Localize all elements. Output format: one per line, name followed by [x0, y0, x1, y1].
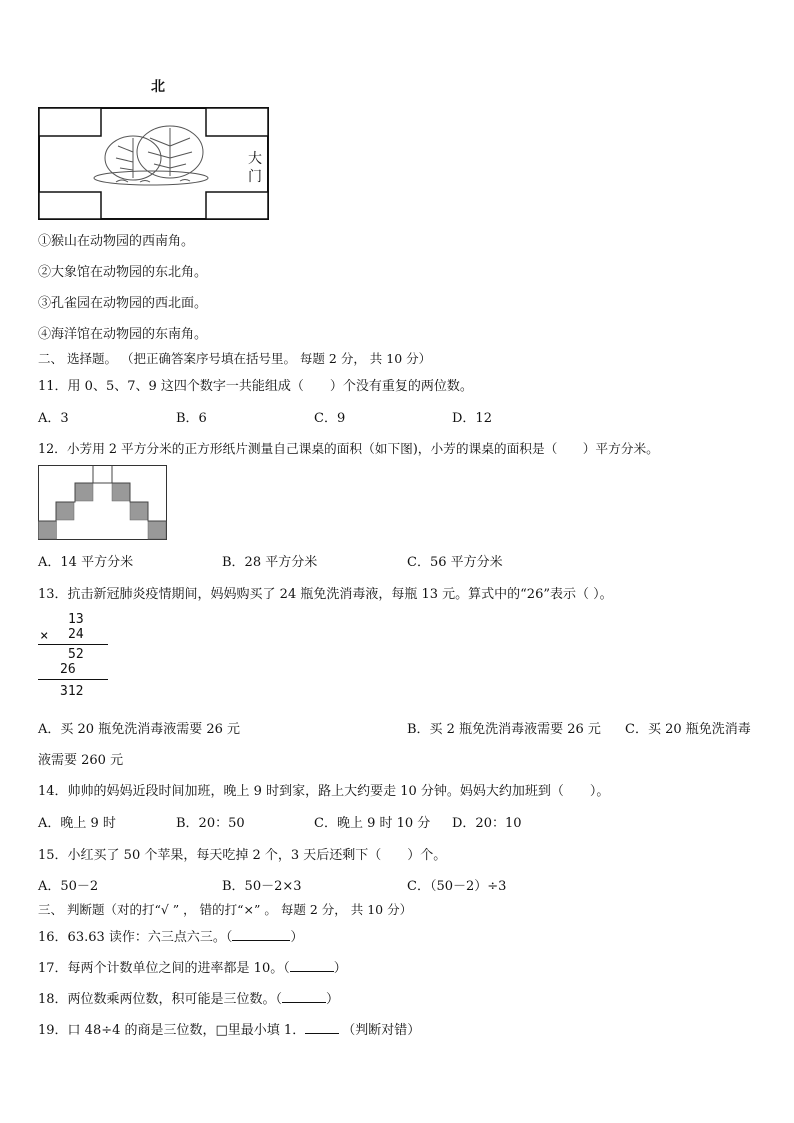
question-19-stem: 19．口 48÷4 的商是三位数，□里最小填 1． — [38, 1023, 306, 1038]
statement-1: ①猴山在动物园的西南角。 — [38, 234, 195, 249]
question-19-end: （判断对错） — [342, 1023, 421, 1038]
question-16-end: ） — [290, 930, 304, 945]
question-17-end: ） — [333, 961, 347, 976]
section-3-heading: 三、 判断题（对的打“√ ” ， 错的打“×” 。 每题 2 分， 共 10 分） — [38, 902, 413, 917]
q14-option-d[interactable]: D．20：10 — [452, 816, 522, 831]
q13-option-b[interactable]: B．买 2 瓶免洗消毒液需要 26 元 — [407, 722, 601, 737]
section-2-heading: 二、 选择题。 （把正确答案序号填在括号里。 每题 2 分， 共 10 分） — [38, 351, 432, 366]
question-18-stem: 18．两位数乘两位数，积可能是三位数。（ — [38, 992, 283, 1007]
calc-line-2 — [38, 679, 108, 680]
q12-option-a[interactable]: A．14 平方分米 — [38, 555, 134, 570]
question-12-stem: 12．小芳用 2 平方分米的正方形纸片测量自己课桌的面积（如下图)，小芳的课桌的面积是（ ）平方分米。 — [38, 441, 659, 456]
calc-row-4: 26 — [60, 662, 76, 677]
q14-option-a[interactable]: A．晚上 9 时 — [38, 816, 116, 831]
q13-option-c-continued: 液需要 260 元 — [38, 753, 124, 768]
q15-option-a[interactable]: A．50－2 — [38, 879, 99, 894]
q15-option-c[interactable]: C．（50－2）÷3 — [407, 879, 507, 894]
multiply-sign: × — [40, 628, 49, 644]
gate-label-bottom: 门 — [248, 169, 262, 185]
calc-line-1 — [38, 644, 108, 645]
calc-row-3: 52 — [68, 647, 84, 662]
statement-2: ②大象馆在动物园的东北角。 — [38, 265, 208, 280]
question-14-stem: 14．帅帅的妈妈近段时间加班，晚上 9 时到家，路上大约要走 10 分钟。妈妈大约加班到（ ）。 — [38, 784, 610, 799]
corner-area-northeast — [206, 108, 268, 136]
question-16-stem: 16．63.63 读作：六三点六三。（ — [38, 930, 233, 945]
q16-answer-blank[interactable] — [232, 928, 290, 941]
q11-option-b[interactable]: B．6 — [176, 411, 207, 426]
garden-trees-illustration — [94, 126, 208, 185]
q15-option-b[interactable]: B．50－2×3 — [222, 879, 302, 894]
calc-row-5: 312 — [60, 684, 84, 699]
vertical-multiplication — [38, 612, 110, 702]
corner-area-southwest — [39, 192, 101, 219]
q11-option-c[interactable]: C．9 — [314, 411, 346, 426]
q13-option-a[interactable]: A．买 20 瓶免洗消毒液需要 26 元 — [38, 722, 241, 737]
zoo-map-figure — [38, 106, 270, 222]
corner-area-southeast — [206, 192, 268, 219]
question-18 — [38, 988, 339, 1007]
gate-label-top: 大 — [248, 151, 262, 167]
question-16 — [38, 926, 303, 945]
q18-answer-blank[interactable] — [282, 990, 326, 1003]
corner-area-northwest — [39, 108, 101, 136]
q19-answer-blank[interactable] — [305, 1021, 339, 1034]
q11-option-a[interactable]: A．3 — [38, 411, 69, 426]
q14-option-b[interactable]: B．20：50 — [176, 816, 245, 831]
q13-option-c[interactable]: C．买 20 瓶免洗消毒 — [625, 722, 751, 737]
q11-option-d[interactable]: D．12 — [452, 411, 492, 426]
question-18-end: ） — [326, 992, 340, 1007]
question-15-stem: 15．小红买了 50 个苹果，每天吃掉 2 个，3 天后还剩下（ ）个。 — [38, 848, 447, 863]
question-19 — [38, 1019, 420, 1038]
statement-4: ④海洋馆在动物园的东南角。 — [38, 327, 208, 342]
q14-option-c[interactable]: C．晚上 9 时 10 分 — [314, 816, 431, 831]
question-13-stem: 13．抗击新冠肺炎疫情期间，妈妈购买了 24 瓶免洗消毒液，每瓶 13 元。算式中的“26”表示（ ）。 — [38, 587, 613, 602]
q12-option-b[interactable]: B．28 平方分米 — [222, 555, 318, 570]
statement-3: ③孔雀园在动物园的西北面。 — [38, 296, 208, 311]
question-17-stem: 17．每两个计数单位之间的进率都是 10。（ — [38, 961, 290, 976]
calc-row-2: 24 — [68, 627, 84, 642]
q17-answer-blank[interactable] — [290, 959, 334, 972]
question-11-stem: 11．用 0、5、7、9 这四个数字一共能组成（ ）个没有重复的两位数。 — [38, 379, 473, 394]
q12-option-c[interactable]: C．56 平方分米 — [407, 555, 503, 570]
north-label: 北 — [151, 79, 165, 95]
desk-tile-figure — [38, 465, 168, 541]
calc-row-1: 13 — [68, 612, 84, 627]
question-17 — [38, 957, 347, 976]
